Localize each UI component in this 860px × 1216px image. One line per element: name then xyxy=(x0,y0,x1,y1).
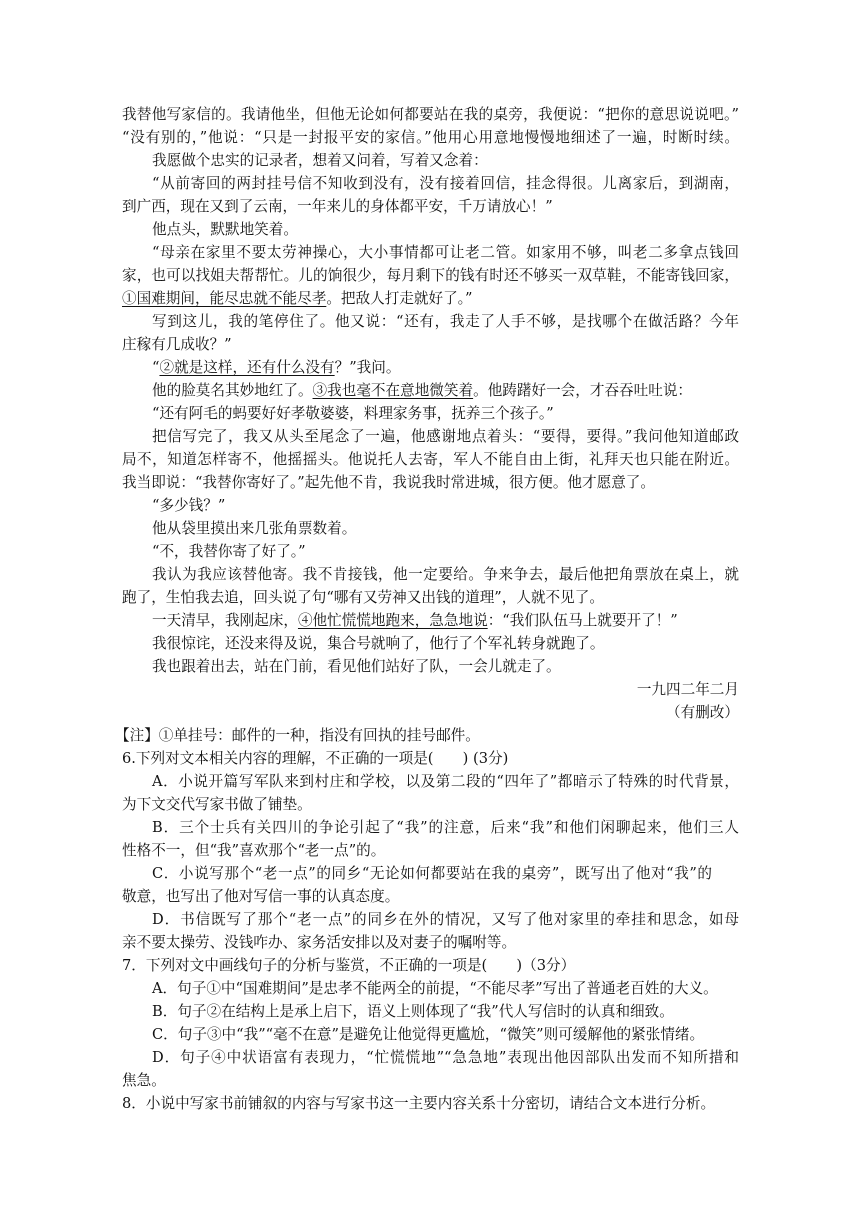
story-text: ：“我们队伍马上就要开了！” xyxy=(487,612,678,629)
question-6-option-b: B．三个士兵有关四川的争论引起了“我”的注意，后来“我”和他们闲聊起来，他们三人 xyxy=(152,819,739,836)
story-paragraph-line: 庄稼有几成收？” xyxy=(122,336,232,353)
question-7-option-a: A．句子①中“国难期间”是忠孝不能两全的前提，“不能尽孝”写出了普通老百姓的大义。 xyxy=(152,980,718,997)
story-paragraph-line: “母亲在家里不要太劳神操心，大小事情都可让老二管。如家用不够，叫老二多拿点钱回 xyxy=(152,244,739,261)
story-paragraph-line: “没有别的，”他说：“只是一封报平安的家信。”他用心用意地慢慢地细述了一遍，时断时续。 xyxy=(122,129,739,146)
story-paragraph xyxy=(152,610,739,632)
story-paragraph-line: 局不，知道怎样寄不，他摇摇头。他说托人去寄，军人不能自由上街，礼拜天也只能在附近。 xyxy=(122,451,739,468)
story-paragraph xyxy=(152,380,739,402)
story-paragraph-line: “从前寄回的两封挂号信不知收到没有，没有接着回信，挂念得很。儿离家后，到湖南， xyxy=(152,175,739,192)
story-text: 。把敌人打走就好了。” xyxy=(326,290,473,307)
question-6-option-c-cont: 敬意，也写出了他对写信一事的认真态度。 xyxy=(122,888,400,905)
story-paragraph: 他点头，默默地笑着。 xyxy=(152,221,298,238)
story-paragraph-line: 我认为我应该替他寄。我不肯接钱，他一定要给。争来争去，最后他把角票放在桌上，就 xyxy=(152,566,739,583)
question-6-option-b-cont: 性格不一，但“我”喜欢那个“老一点”的。 xyxy=(122,842,386,859)
story-text: ？”我问。 xyxy=(334,359,401,376)
question-6-option-a: A．小说开篇写军队来到村庄和学校，以及第二段的“四年了”都暗示了特殊的时代背景， xyxy=(152,773,739,790)
story-paragraph: “不，我替你寄了好了。” xyxy=(152,543,306,560)
story-paragraph-line: 写到这儿，我的笔停住了。他又说：“还有，我走了人手不够，是找哪个在做活路？今年 xyxy=(152,313,739,330)
story-text: 一天清早，我刚起床， xyxy=(152,612,298,629)
question-6-option-a-cont: 为下文交代写家书做了铺垫。 xyxy=(122,796,312,813)
story-paragraph-line: 我替他写家信的。我请他坐，但他无论如何都要站在我的桌旁，我便说：“把你的意思说说吧。” xyxy=(122,106,739,123)
story-text: 。他踌躇好一会，才吞吞吐吐说： xyxy=(473,382,693,399)
question-6-option-d-cont: 亲不要太操劳、没钱咋办、家务活安排以及对妻子的嘱咐等。 xyxy=(122,934,517,951)
story-paragraph-line: 到广西，现在又到了云南，一年来儿的身体都平安，千万请放心！” xyxy=(122,198,553,215)
story-text: “ xyxy=(152,359,160,376)
question-7-option-d-cont: 焦急。 xyxy=(122,1072,166,1089)
source-note: （有删改） xyxy=(666,704,739,721)
story-paragraph-line: 把信写完了，我又从头至尾念了一遍，他感谢地点着头：“要得，要得。”我问他知道邮政 xyxy=(152,428,739,445)
story-paragraph-line: 我当即说：“我替你寄好了。”起先他不肯，我说我时常进城，很方便。他才愿意了。 xyxy=(122,474,655,491)
story-paragraph xyxy=(152,357,739,379)
question-6-stem: 6.下列对文本相关内容的理解，不正确的一项是( ) (3分) xyxy=(122,750,509,767)
question-7-option-c: C．句子③中“我”“毫不在意”是避免让他觉得更尴尬，“微笑”则可缓解他的紧张情绪。 xyxy=(152,1026,705,1043)
story-paragraph: 我很惊诧，还没来得及说，集合号就响了，他行了个军礼转身就跑了。 xyxy=(152,635,605,652)
question-7-option-b: B．句子②在结构上是承上启下，语义上则体现了“我”代人写信时的认真和细致。 xyxy=(152,1003,674,1020)
story-date: 一九四二年二月 xyxy=(636,681,739,698)
underlined-sentence-4: ④他忙慌慌地跑来，急急地说 xyxy=(297,612,488,629)
story-paragraph-line: 跑了，生怕我去追，回头说了句“哪有又劳神又出钱的道理”，人就不见了。 xyxy=(122,589,604,606)
question-7-stem: 7．下列对文中画线句子的分析与鉴赏，不正确的一项是( )（3分） xyxy=(122,957,576,974)
story-paragraph: “多少钱？” xyxy=(152,497,226,514)
story-paragraph-line xyxy=(122,288,739,310)
story-paragraph: “还有阿毛的蚂要好好孝敬婆婆，料理家务事，抚养三个孩子。” xyxy=(152,405,554,422)
story-paragraph-line: 家，也可以找姐夫帮帮忙。儿的饷很少，每月剩下的钱有时还不够买一双草鞋，不能寄钱回家， xyxy=(122,267,739,284)
question-8-stem: 8．小说中写家书前铺叙的内容与写家书这一主要内容关系十分密切，请结合文本进行分析。 xyxy=(122,1095,716,1112)
story-text: 他的脸莫名其妙地红了。 xyxy=(152,382,313,399)
story-paragraph: 我愿做个忠实的记录者，想着又问着，写着又念着： xyxy=(152,152,488,169)
footnote: 【注】①单挂号：邮件的一种，指没有回执的挂号邮件。 xyxy=(115,727,480,744)
story-paragraph: 他从袋里摸出来几张角票数着。 xyxy=(152,520,357,537)
underlined-sentence-3: ③我也毫不在意地微笑着 xyxy=(312,382,474,399)
question-6-option-c: C．小说写那个“老一点”的同乡“无论如何都要站在我的桌旁”，既写出了他对“我”的 xyxy=(152,865,712,882)
question-6-option-d: D．书信既写了那个“老一点”的同乡在外的情况，又写了他对家里的牵挂和思念，如母 xyxy=(152,911,739,928)
underlined-sentence-2: ②就是这样，还有什么没有 xyxy=(159,359,335,376)
underlined-sentence-1: ①国难期间，能尽忠就不能尽孝 xyxy=(122,290,327,307)
question-7-option-d: D．句子④中状语富有表现力，“忙慌慌地”“急急地”表现出他因部队出发而不知所措和 xyxy=(152,1049,739,1066)
story-paragraph: 我也跟着出去，站在门前，看见他们站好了队，一会儿就走了。 xyxy=(152,658,561,675)
